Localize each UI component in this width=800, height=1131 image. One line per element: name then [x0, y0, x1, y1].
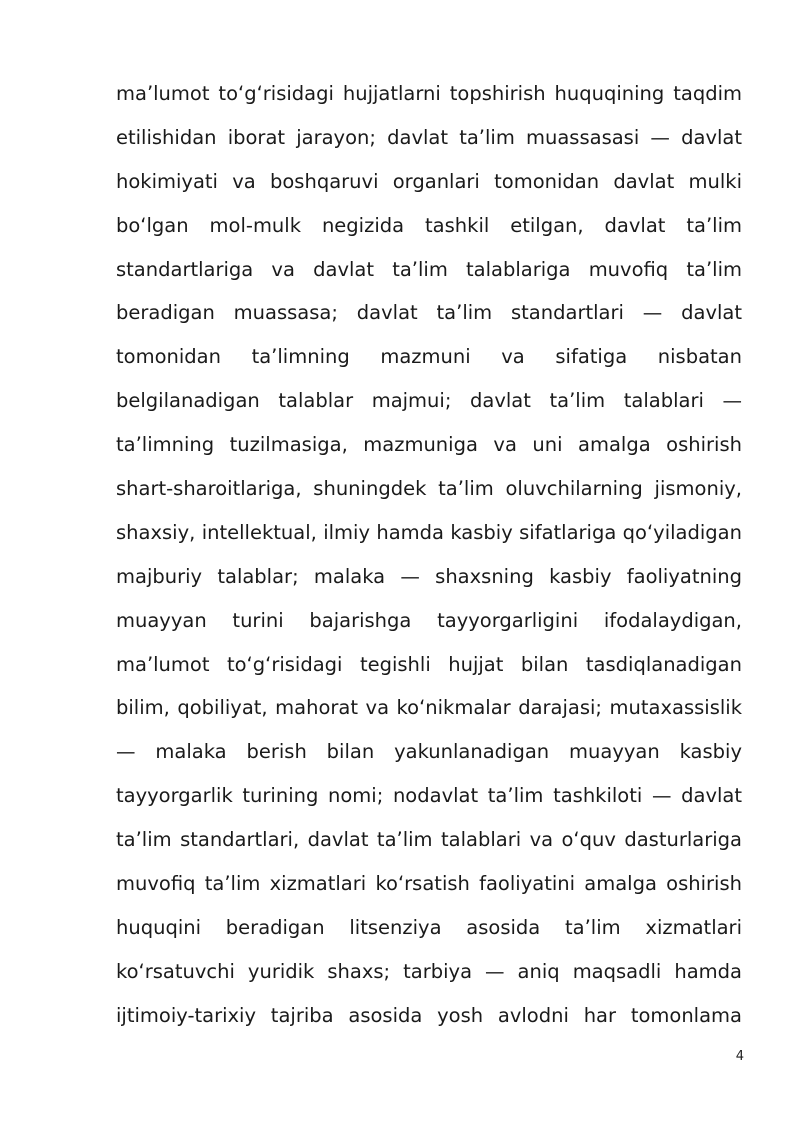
page-number: 4	[735, 1049, 744, 1064]
text-line: shaxsiy, intellektual, ilmiy hamda kasbiy sifatlariga qo‘yiladigan	[116, 520, 742, 544]
text-line: shart-sharoitlariga, shuningdek ta’lim oluvchilarning jismoniy,	[116, 477, 742, 501]
text-line: ta’lim standartlari, davlat ta’lim talablari va o‘quv dasturlariga	[116, 828, 742, 852]
text-line: bo‘lgan mol-mulk negizida tashkil etilgan, davlat ta’lim	[116, 213, 742, 237]
text-line: majburiy talablar; malaka — shaxsning kasbiy faoliyatning	[116, 564, 742, 588]
text-line: hokimiyati va boshqaruvi organlari tomonidan davlat mulki	[116, 169, 742, 193]
text-line: standartlariga va davlat ta’lim talablariga muvofiq ta’lim	[116, 257, 742, 281]
text-line: ko‘rsatuvchi yuridik shaxs; tarbiya — aniq maqsadli hamda	[116, 959, 742, 983]
text-line: beradigan muassasa; davlat ta’lim standartlari — davlat	[116, 301, 742, 325]
text-line: belgilanadigan talablar majmui; davlat ta’lim talablari —	[116, 389, 742, 413]
text-line: etilishidan iborat jarayon; davlat ta’lim muassasasi — davlat	[116, 125, 742, 149]
text-line: muayyan turini bajarishga tayyorgarligini ifodalaydigan,	[116, 608, 742, 632]
text-line: tayyorgarlik turining nomi; nodavlat ta’lim tashkiloti — davlat	[116, 784, 742, 808]
text-line: — malaka berish bilan yakunlanadigan muayyan kasbiy	[116, 740, 742, 764]
text-line: ma’lumot to‘g‘risidagi tegishli hujjat bilan tasdiqlanadigan	[116, 652, 742, 676]
text-line: tomonidan ta’limning mazmuni va sifatiga nisbatan	[116, 345, 742, 369]
text-line: ma’lumot to‘g‘risidagi hujjatlarni topshirish huquqining taqdim	[116, 82, 742, 105]
body-paragraph	[116, 72, 742, 1038]
text-line: huquqini beradigan litsenziya asosida ta’lim xizmatlari	[116, 915, 742, 939]
text-line: muvofiq ta’lim xizmatlari ko‘rsatish faoliyatini amalga oshirish	[116, 872, 742, 896]
text-line: ta’limning tuzilmasiga, mazmuniga va uni amalga oshirish	[116, 433, 742, 457]
text-line: bilim, qobiliyat, mahorat va ko‘nikmalar darajasi; mutaxassislik	[116, 696, 742, 720]
text-line: ijtimoiy-tarixiy tajriba asosida yosh avlodni har tomonlama	[116, 1003, 742, 1027]
